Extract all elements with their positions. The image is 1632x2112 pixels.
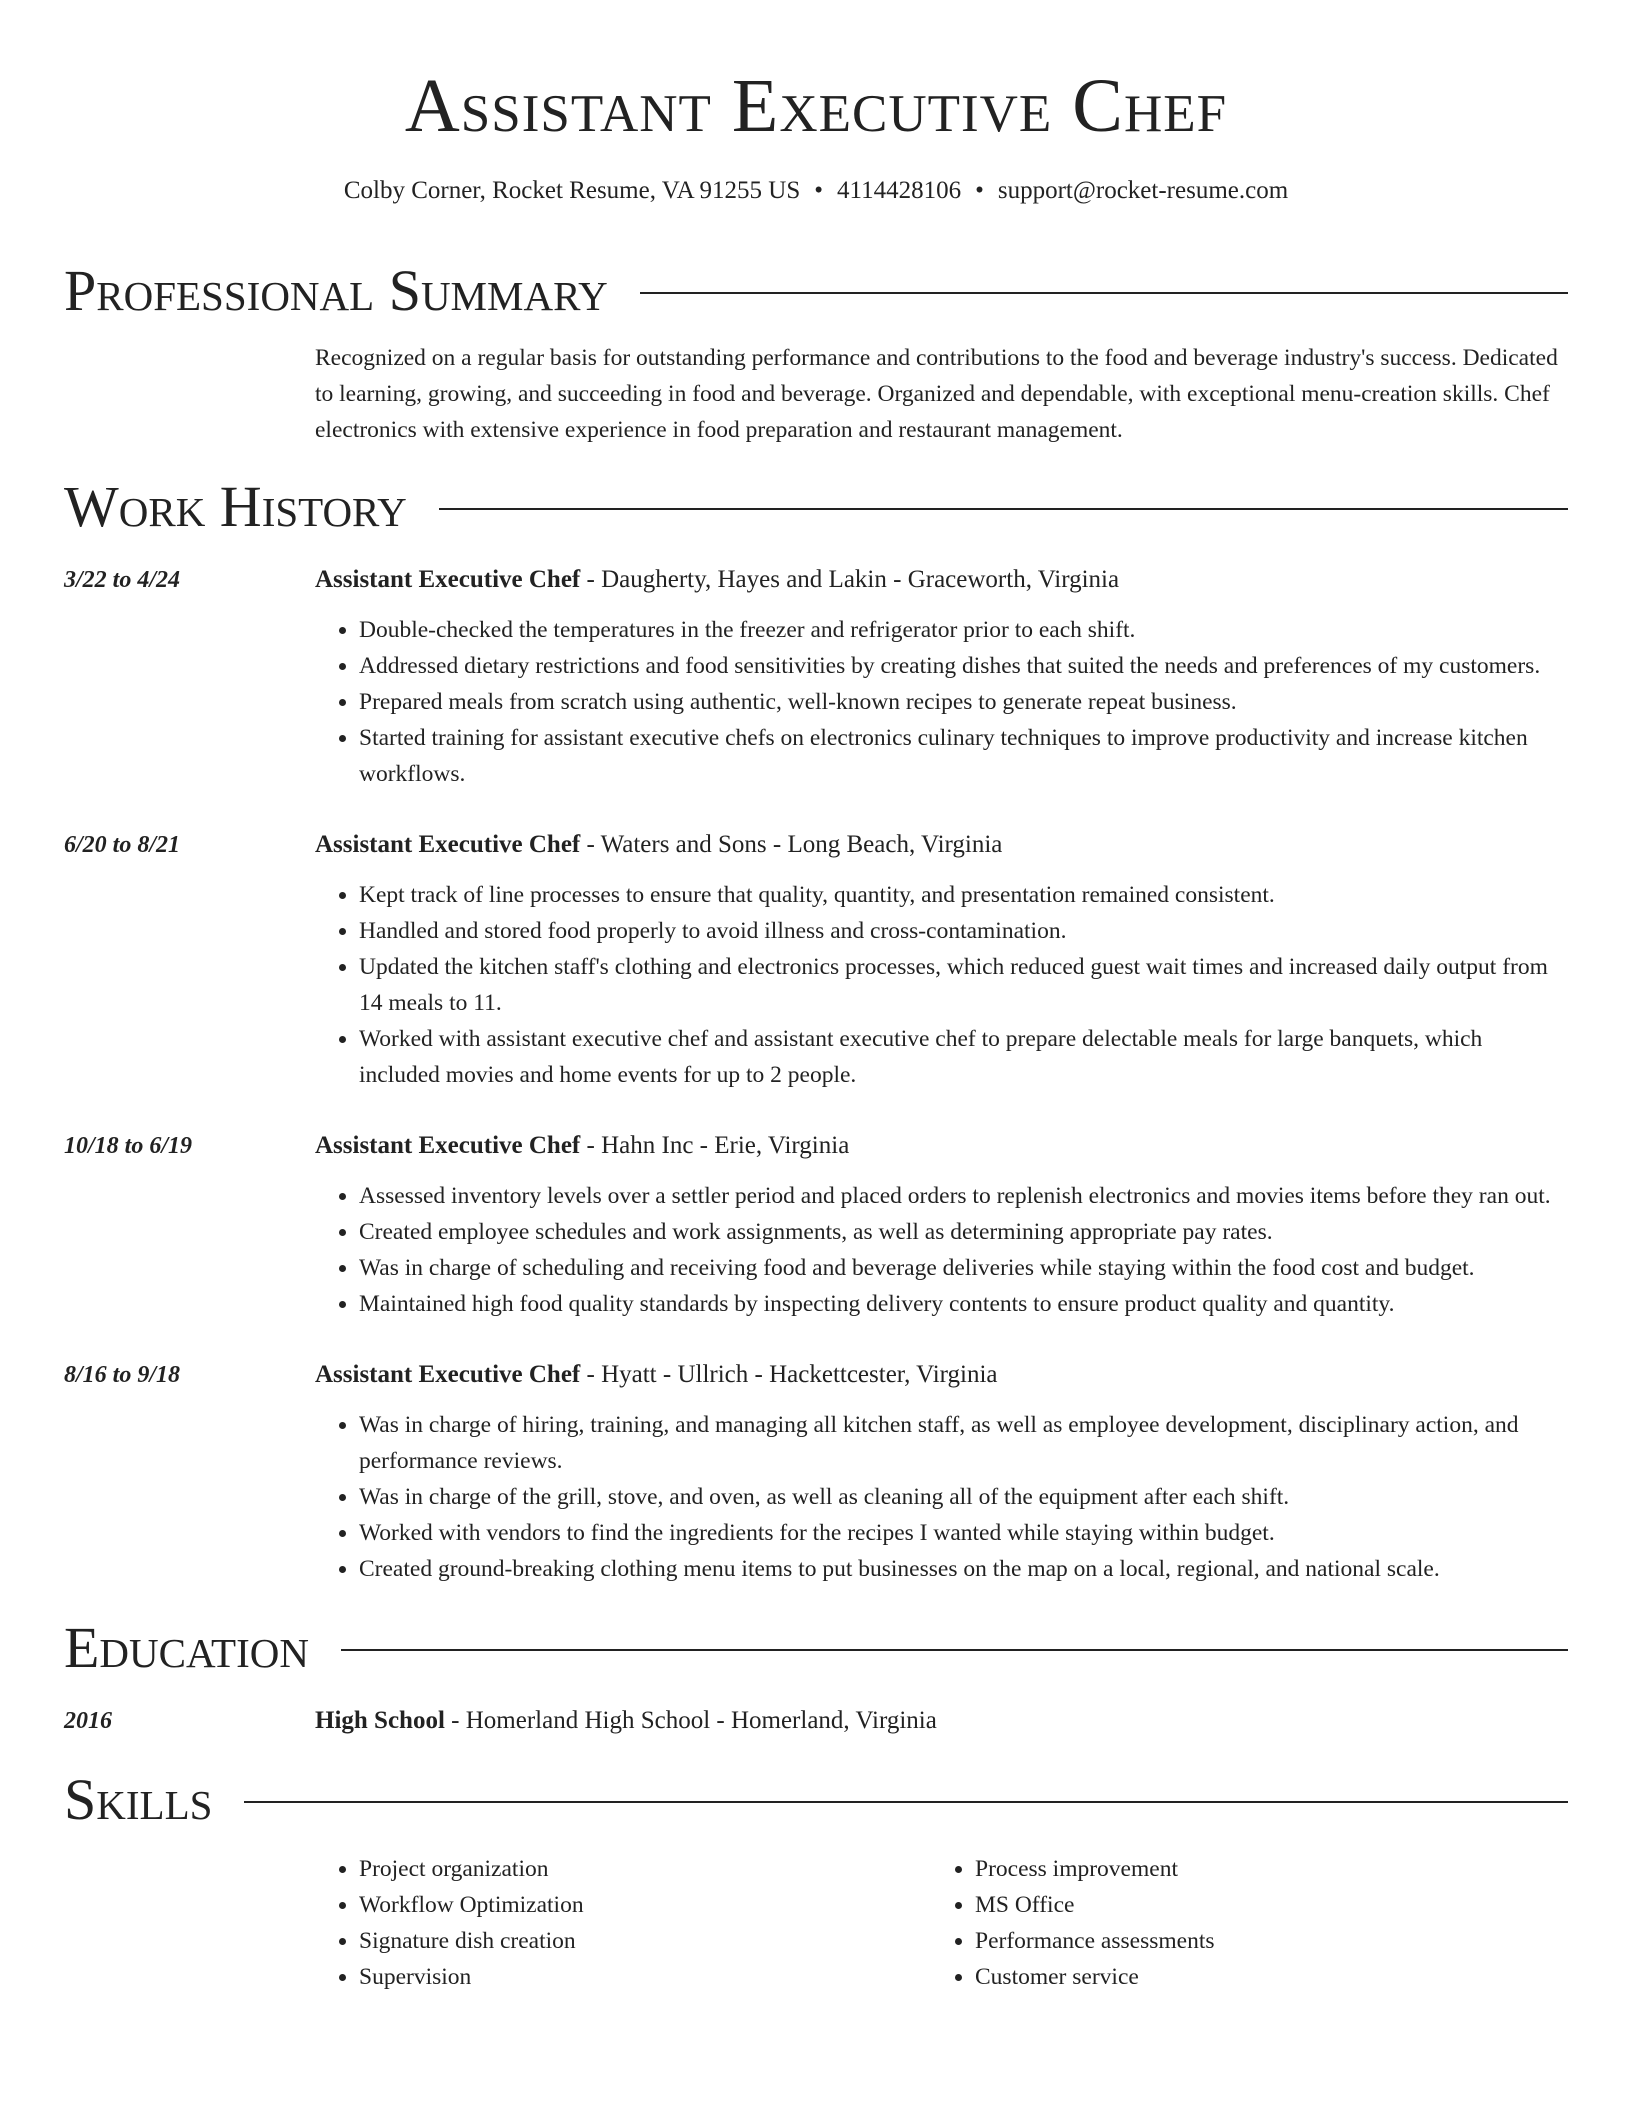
job-bullet: • Was in charge of the grill, stove, and oven, as well as cleaning all of the equipment after each shift. [359,1479,1568,1515]
job-dates: 3/22 to 4/24 [64,567,181,593]
job-bullets [315,1178,1568,1322]
job-entry [64,1128,1568,1322]
job-bullet: • Maintained high food quality standards by inspecting delivery contents to ensure product quality and quantity. [359,1286,1568,1322]
job-body [315,827,1568,1093]
contact-line [64,174,1568,208]
job-body [315,1357,1568,1587]
job-details: - Hyatt - Ullrich - Hackettcester, Virginia [580,1361,998,1388]
job-entry [64,562,1568,792]
education-heading: Education [64,1615,309,1680]
job-entry [64,827,1568,1093]
education-line [315,1703,937,1739]
contact-phone: 4114428106 [837,177,962,204]
skill-item: • MS Office [975,1887,1547,1923]
job-bullet: • Assessed inventory levels over a settler period and placed orders to replenish electronics and movies items before they ran out. [359,1178,1568,1214]
job-bullet: • Created ground-breaking clothing menu items to put businesses on the map on a local, regional, and national scale. [359,1551,1568,1587]
job-dates: 8/16 to 9/18 [64,1362,181,1388]
section-divider [640,292,1568,294]
job-title: Assistant Executive Chef [315,566,581,593]
contact-separator: • [814,177,824,204]
job-bullets [315,877,1568,1093]
section-divider [341,1649,1568,1651]
education-details: - Homerland High School - Homerland, Virginia [444,1707,937,1734]
job-dates: 10/18 to 6/19 [64,1133,193,1159]
skills-section-header [64,1767,1568,1833]
skill-item: • Performance assessments [975,1923,1547,1959]
job-details: - Daugherty, Hayes and Lakin - Graceworth, Virginia [580,566,1120,593]
contact-separator: • [975,177,984,204]
job-bullet: • Prepared meals from scratch using authentic, well-known recipes to generate repeat business. [359,684,1568,720]
job-body [315,562,1568,792]
job-heading [315,562,1568,598]
job-bullets [315,1407,1568,1587]
job-bullet: • Worked with vendors to find the ingredients for the recipes I wanted while staying within budget. [359,1515,1568,1551]
skill-item: • Project organization [359,1851,931,1887]
resume-name: Assistant Executive Chef [404,64,1228,148]
section-divider [439,508,1568,510]
job-bullet: • Updated the kitchen staff's clothing and electronics processes, which reduced guest wait times and increased daily output from 14 meals to 11. [359,949,1568,1021]
skill-item: • Customer service [975,1959,1547,1995]
skills-list [315,1851,931,1995]
skill-item: • Process improvement [975,1851,1547,1887]
section-divider [244,1801,1568,1803]
job-heading [315,827,1568,863]
skills-column-right [931,1851,1547,1995]
summary-section-header [64,258,1568,324]
job-heading [315,1357,1568,1393]
education-section-header [64,1615,1568,1681]
job-bullet: • Started training for assistant executive chefs on electronics culinary techniques to improve productivity and increase kitchen workflows. [359,720,1568,792]
job-bullet: • Addressed dietary restrictions and food sensitivities by creating dishes that suited the needs and preferences of my customers. [359,648,1568,684]
skills-grid [315,1851,1568,1995]
job-bullet: • Worked with assistant executive chef and assistant executive chef to prepare delectable meals for large banquets, which included movies and home events for up to 2 people. [359,1021,1568,1093]
summary-heading: Professional Summary [64,258,608,323]
job-entry [64,1357,1568,1587]
job-bullet: • Created employee schedules and work assignments, as well as determining appropriate pay rates. [359,1214,1568,1250]
job-details: - Hahn Inc - Erie, Virginia [580,1132,850,1159]
job-bullet: • Kept track of line processes to ensure that quality, quantity, and presentation remained consistent. [359,877,1568,913]
summary-text: Recognized on a regular basis for outstanding performance and contributions to the food and beverage industry's success. Dedicated to learning, growing, and succeeding in food and beverage. Organized and dependable, with exceptional menu-creation skills. Chef electronics with extensive experience in food preparation and restaurant management. [315,345,1558,443]
education-entry [64,1703,1568,1739]
job-details: - Waters and Sons - Long Beach, Virginia [580,831,1003,858]
skill-item: • Workflow Optimization [359,1887,931,1923]
education-year: 2016 [64,1708,112,1734]
job-dates: 6/20 to 8/21 [64,832,181,858]
job-body [315,1128,1568,1322]
job-title: Assistant Executive Chef [315,1132,581,1159]
work-heading: Work History [64,474,407,539]
skills-heading: Skills [64,1767,213,1832]
skill-item: • Supervision [359,1959,931,1995]
skill-item: • Signature dish creation [359,1923,931,1959]
job-bullet: • Was in charge of hiring, training, and managing all kitchen staff, as well as employee development, disciplinary action, and performance reviews. [359,1407,1568,1479]
skills-column-left [315,1851,931,1995]
job-heading [315,1128,1568,1164]
job-bullet: • Double-checked the temperatures in the freezer and refrigerator prior to each shift. [359,612,1568,648]
work-section-header [64,474,1568,540]
contact-address: Colby Corner, Rocket Resume, VA 91255 US [343,177,801,204]
job-bullet: • Was in charge of scheduling and receiving food and beverage deliveries while staying within the food cost and budget. [359,1250,1568,1286]
job-title: Assistant Executive Chef [315,1361,581,1388]
skills-list [931,1851,1547,1995]
job-bullet: • Handled and stored food properly to avoid illness and cross-contamination. [359,913,1568,949]
job-title: Assistant Executive Chef [315,831,581,858]
job-bullets [315,612,1568,792]
education-degree: High School [315,1707,445,1734]
resume-page [64,0,1568,1995]
contact-email: support@rocket-resume.com [997,177,1289,204]
